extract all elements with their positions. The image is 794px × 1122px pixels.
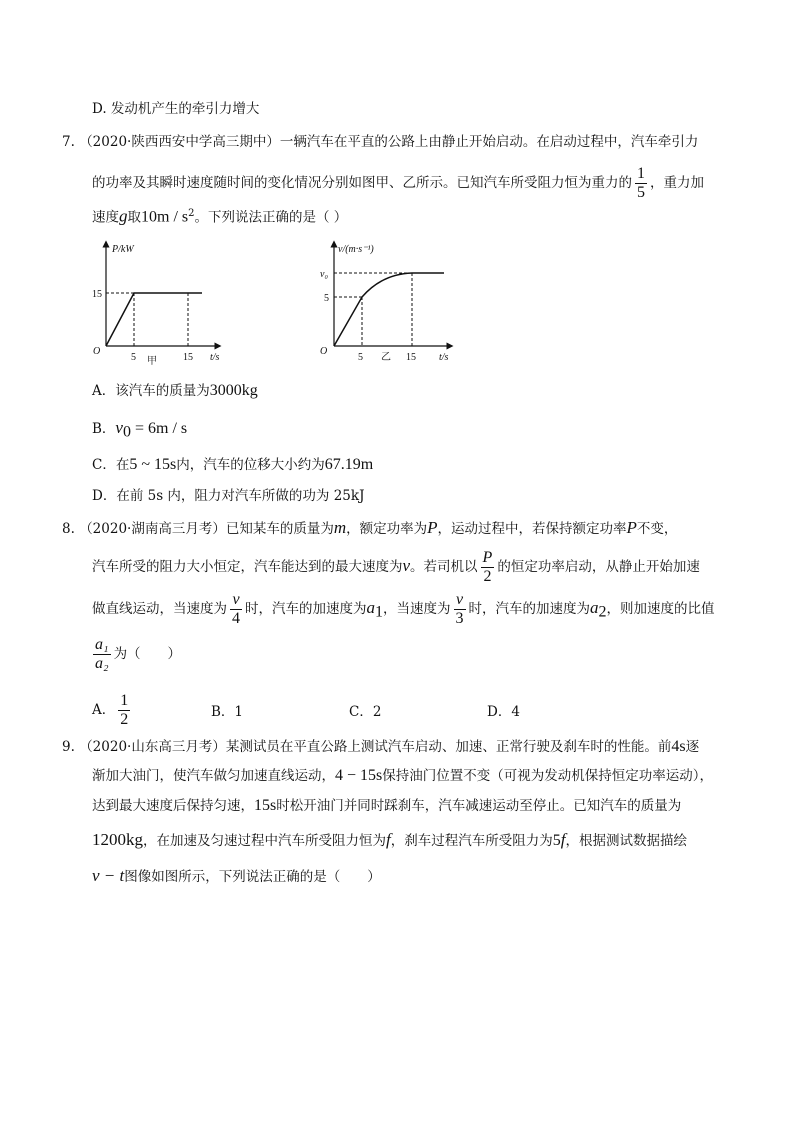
q8-option-a-num: 1	[120, 692, 129, 709]
q7-text-3b: 取	[127, 209, 141, 226]
q9-line-2	[92, 766, 713, 786]
q9-text-2a: 渐加大油门，使汽车做匀加速直线运动，	[92, 768, 335, 784]
q8-text-2c: 的恒定功率启动，从静止开始加速	[497, 559, 700, 575]
q7-text-3c: 。下列说法正确的是（ ）	[194, 209, 348, 226]
q7-g-symbol: g	[119, 206, 128, 226]
q8-option-a	[92, 690, 133, 730]
chart-jia-xtick-15: 15	[183, 352, 193, 363]
q8-text-3d: 时，汽车的加速度为	[468, 601, 590, 617]
q8-line-1	[62, 518, 677, 539]
q8-v: v	[402, 556, 411, 575]
q9-text-3b: 时松开油门并同时踩刹车，汽车减速运动至停止。已知汽车的质量为	[276, 798, 682, 814]
q7-option-a-text: A．该汽车的质量为	[92, 383, 210, 399]
q8-text-1b: ，额定功率为	[346, 521, 428, 537]
q8-a2: a	[590, 598, 599, 617]
q9-source: （2020·山东高三月考）	[79, 739, 226, 755]
q8-frac-v4	[230, 591, 242, 628]
q8-text-4: 为（ ）	[113, 646, 182, 662]
q7-g-value: 10m / s	[141, 208, 189, 226]
q8-text-1d: 不变，	[636, 521, 678, 537]
q8-option-d	[487, 700, 520, 720]
q9-4s: 4s	[671, 738, 686, 755]
q9-text-1b: 逐	[685, 739, 700, 755]
q9-text-3a: 达到最大速度后保持匀速，	[92, 798, 254, 814]
chart-yi-ytick-5: 5	[324, 293, 329, 304]
q7-option-b-sub: 0	[122, 423, 131, 441]
chart-jia-xlabel: t/s	[210, 352, 220, 363]
q8-line-4	[90, 634, 181, 674]
q8-text-3b: 时，汽车的加速度为	[245, 601, 367, 617]
q8-option-b	[211, 700, 243, 720]
q7-option-b-val: = 6m / s	[130, 420, 188, 437]
q8-a2-sub: 2	[598, 603, 607, 621]
chart-yi-series	[334, 273, 444, 346]
q8-line-2	[92, 546, 700, 587]
q8-text-3e: ，则加速度的比值	[606, 601, 715, 617]
q8-text-1a: 已知某车的质量为	[225, 521, 334, 537]
chart-jia	[90, 238, 230, 368]
q7-fraction-one-fifth	[635, 165, 647, 202]
q8-a1-sub: 1	[375, 603, 383, 621]
q8-frac-v3-den: 3	[455, 610, 464, 627]
q8-option-a-den: 2	[120, 711, 129, 728]
q8-line-3	[92, 588, 715, 633]
q6-option-d-text: D. 发动机产生的牵引力增大	[92, 101, 260, 117]
q9-five: 5	[552, 832, 561, 849]
q8-option-b-text: B．1	[211, 704, 244, 720]
q7-option-d-text: D．在前 5s 内，阻力对汽车所做的功为 25kJ	[92, 488, 365, 504]
q7-option-c-range: 5 ~ 15s	[129, 456, 177, 473]
q9-text-4b: ，刹车过程汽车所受阻力为	[390, 833, 553, 849]
q8-text-2b: 。若司机以	[410, 559, 478, 575]
q8-option-c	[349, 700, 381, 720]
q8-option-c-text: C．2	[349, 704, 382, 720]
chart-jia-ylabel: P/kW	[112, 244, 134, 255]
q8-frac-v3-num: v	[455, 591, 464, 608]
q8-frac-p-den: 2	[481, 567, 495, 586]
q9-f: f	[386, 830, 391, 849]
q7-option-d	[92, 486, 365, 506]
q8-frac-v4-num: v	[232, 591, 240, 608]
q8-ratio	[93, 636, 111, 673]
q7-option-c-mid: 内，汽车的位移大小约为	[176, 457, 325, 473]
q7-text-2a: 的功率及其瞬时速度随时间的变化情况分别如图甲、乙所示。已知汽车所受阻力恒为重力的	[92, 175, 632, 191]
q8-frac-p-half	[481, 549, 495, 586]
q9-mass: 1200kg	[92, 830, 143, 849]
q7-option-c-val: 67.19m	[324, 456, 374, 473]
q8-text-3a: 做直线运动，当速度为	[92, 601, 227, 617]
q8-text-1c: ，运动过程中，若保持额定功率	[437, 521, 627, 537]
chart-yi-xlabel: t/s	[439, 352, 449, 363]
q8-frac-v3	[454, 591, 466, 628]
q8-P-2: P	[626, 518, 637, 537]
chart-jia-xtick-5: 5	[131, 352, 136, 363]
q7-text-3a: 速度	[92, 209, 119, 226]
q8-option-a-frac	[118, 692, 130, 729]
q7-line-3	[92, 204, 347, 228]
chart-yi-title: 乙	[381, 352, 391, 363]
q7-line-2	[92, 163, 704, 203]
q7-frac-num: 1	[637, 165, 645, 182]
q8-a1: a	[366, 598, 375, 617]
chart-yi-xtick-15: 15	[406, 352, 416, 363]
q9-text-1a: 某测试员在平直公路上测试汽车启动、加速、正常行驶及刹车时的性能。前	[225, 739, 672, 755]
q7-option-c-pre: C．在	[92, 457, 130, 473]
q7-option-a	[92, 381, 258, 401]
q8-m: m	[333, 518, 347, 537]
q7-option-b-v: v	[115, 418, 123, 437]
q9-line-4	[92, 830, 687, 851]
q7-option-b-label: B．	[92, 421, 116, 437]
q7-g-exp: 2	[188, 208, 195, 219]
q9-text-4a: ，在加速及匀速过程中汽车所受阻力恒为	[143, 833, 386, 849]
q8-text-2a: 汽车所受的阻力大小恒定，汽车能达到的最大速度为	[92, 559, 403, 575]
q9-line-1	[62, 737, 699, 757]
q9-text-4c: ，根据测试数据描绘	[565, 833, 687, 849]
q8-option-a-label: A．	[92, 702, 116, 718]
q8-ratio-num: a₁	[95, 636, 109, 653]
q9-line-3	[92, 796, 681, 816]
q8-ratio-den: a₂	[95, 655, 109, 672]
q7-text-1: 一辆汽车在平直的公路上由静止开始启动。在启动过程中，汽车牵引力	[279, 134, 699, 150]
chart-yi-ytick-v0: v₀	[320, 269, 328, 280]
chart-yi-ylabel: v/(m·s⁻¹)	[338, 244, 374, 255]
q9-15s: 15s	[254, 797, 277, 814]
q8-frac-p-num: P	[482, 549, 493, 566]
q6-option-d	[92, 99, 259, 119]
q9-vt: v − t	[92, 866, 125, 885]
q8-option-d-text: D．4	[487, 704, 520, 720]
q8-number: 8.	[62, 521, 75, 537]
q7-option-b	[92, 418, 187, 443]
q8-source: （2020·湖南高三月考）	[79, 521, 226, 537]
q8-P: P	[427, 518, 438, 537]
q9-line-5	[92, 866, 381, 887]
q7-option-c	[92, 455, 373, 475]
q7-source: （2020·陕西西安中学高三期中）	[79, 134, 280, 150]
q7-line-1	[62, 132, 698, 152]
chart-yi	[308, 238, 458, 368]
q8-frac-v4-den: 4	[232, 610, 240, 627]
q9-text-2b: 保持油门位置不变（可视为发动机保持恒定功率运动），	[382, 768, 713, 784]
q9-text-5a: 图像如图所示，下列说法正确的是（ ）	[124, 869, 381, 885]
chart-jia-origin: O	[93, 346, 101, 357]
q9-number: 9.	[62, 739, 75, 755]
q7-frac-den: 5	[637, 184, 645, 201]
q7-number: 7.	[62, 134, 75, 150]
q9-range: 4 − 15s	[335, 767, 383, 784]
q7-text-2b: ，重力加	[650, 175, 704, 191]
chart-yi-xtick-5: 5	[358, 352, 363, 363]
q7-option-a-val: 3000kg	[209, 382, 258, 399]
chart-yi-origin: O	[320, 346, 328, 357]
q9-f-2: f	[560, 830, 566, 849]
q8-text-3c: ，当速度为	[383, 601, 451, 617]
chart-jia-ytick-15: 15	[92, 289, 102, 300]
chart-jia-title: 甲	[147, 356, 157, 367]
